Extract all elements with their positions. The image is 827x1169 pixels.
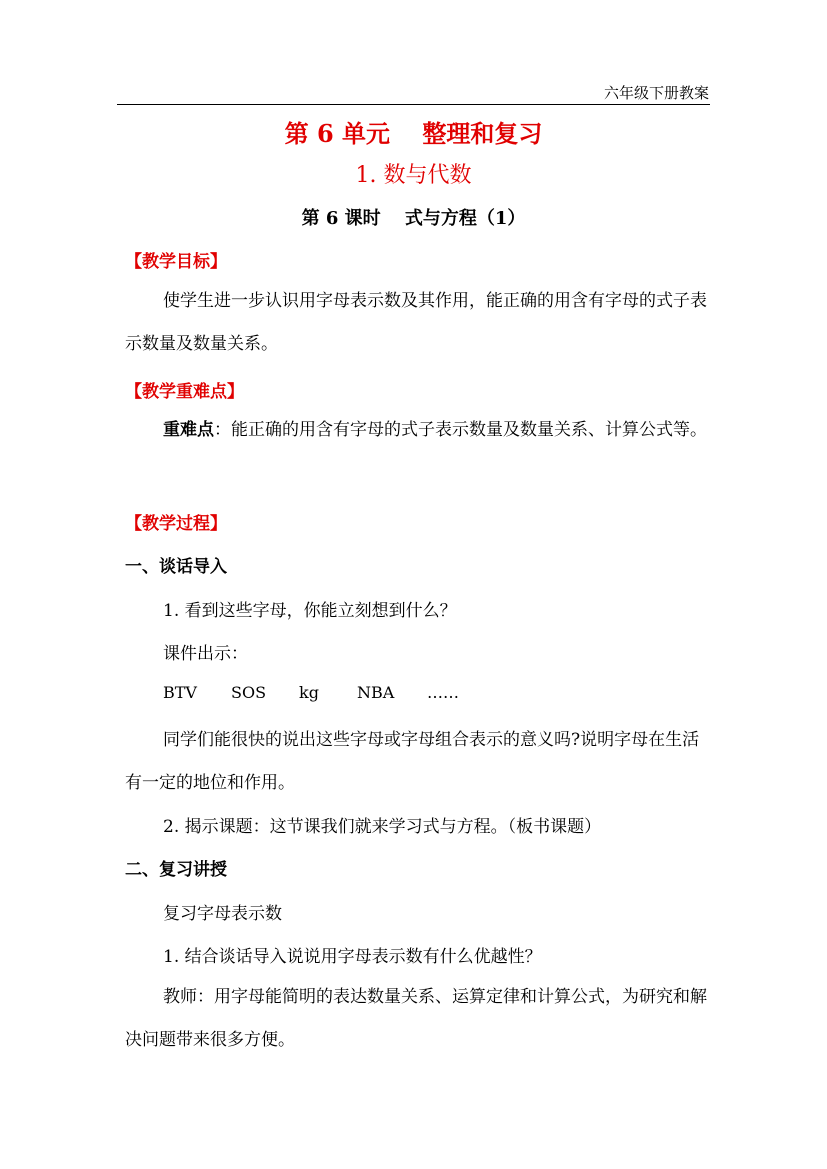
part2-question-1: 1. 结合谈话导入说说用字母表示数有什么优越性？ [163,947,542,967]
letters-row [163,683,459,702]
goal-heading: 【教学目标】 [125,252,227,272]
letter-item: BTV [163,683,197,702]
key-heading: 【教学重难点】 [125,382,244,402]
key-label: 重难点 [163,420,214,440]
part1-heading: 一、谈话导入 [125,557,227,577]
key-paragraph [125,409,710,452]
part1-question-1: 1. 看到这些字母，你能立刻想到什么？ [163,601,457,621]
letter-item: SOS [231,683,267,702]
part1-question-2: 2. 揭示课题：这节课我们就来学习式与方程。（板书课题） [163,817,602,837]
part2-sub: 复习字母表示数 [163,904,282,924]
letter-item: …… [427,683,459,702]
teacher-paragraph [125,976,710,1062]
lesson-title: 第 6 课时 式与方程（1） [301,208,526,229]
header-divider [117,104,710,105]
letter-item: NBA [357,683,395,702]
letter-item: kg [299,683,319,702]
header-grade: 六年级下册教案 [603,84,709,102]
part1-show: 课件出示： [163,644,248,664]
part2-heading: 二、复习讲授 [125,860,227,880]
key-text: ：能正确的用含有字母的式子表示数量及数量关系、计算公式等。 [214,420,707,440]
unit-title: 第 6 单元 整理和复习 [284,119,543,148]
subtitle: 1. 数与代数 [355,163,472,188]
process-heading: 【教学过程】 [125,514,227,534]
teacher-label: 教师 [163,987,197,1007]
teacher-text: ：用字母能简明的表达数量关系、运算定律和计算公式，为研究和解决问题带来很多方便。 [125,987,707,1050]
goal-text: 使学生进一步认识用字母表示数及其作用，能正确的用含有字母的式子表示数量及数量关系。 [125,291,707,354]
part1-paragraph: 同学们能很快的说出这些字母或字母组合表示的意义吗?说明字母在生活有一定的地位和作用。 [125,730,700,793]
